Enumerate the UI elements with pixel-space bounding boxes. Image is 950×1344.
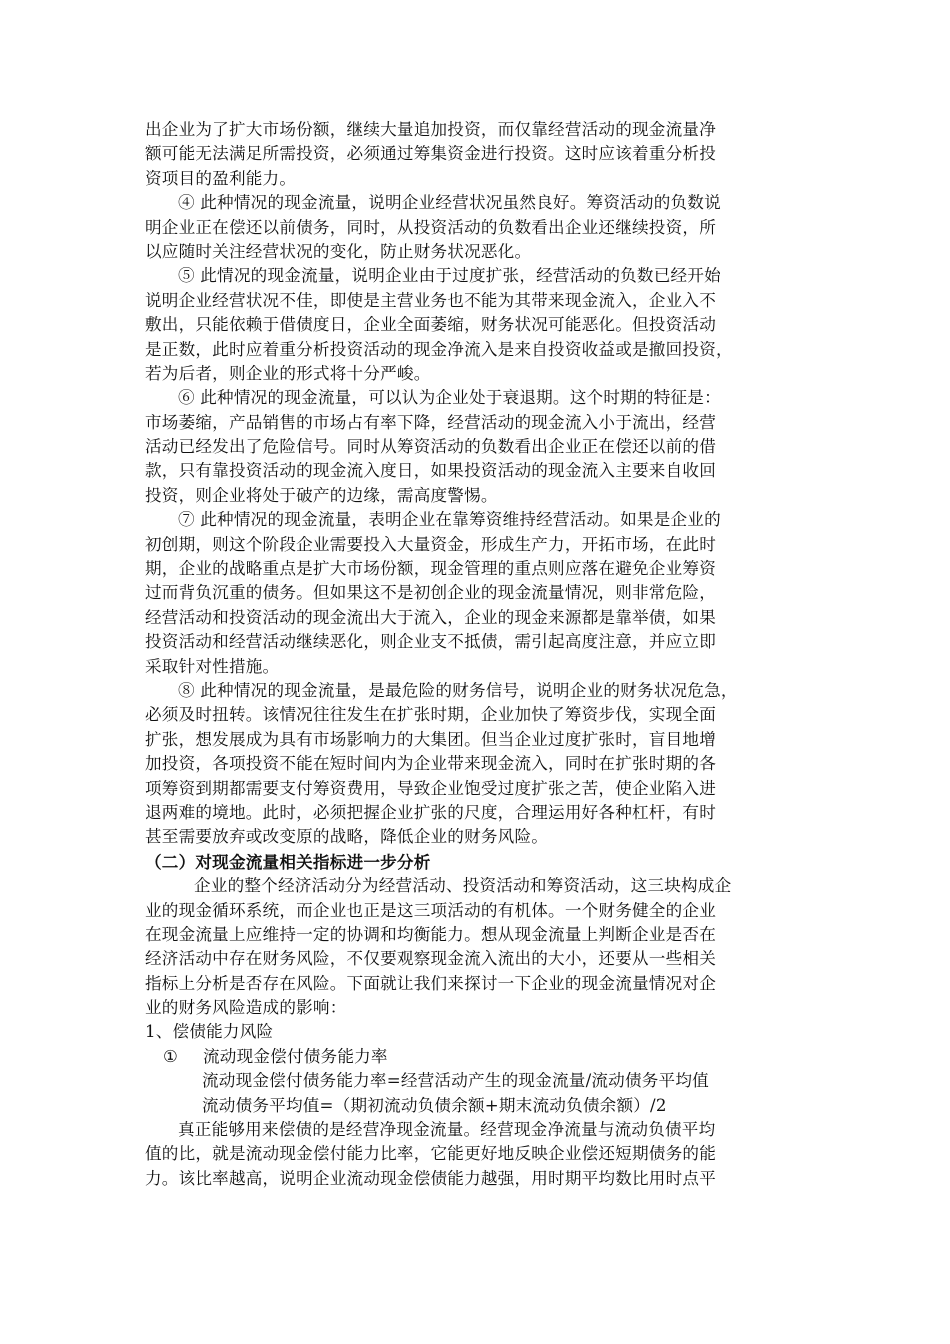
text-line: 投资，则企业将处于破产的边缘，需高度警惕。 (145, 485, 498, 505)
paragraph-case-4 (145, 191, 815, 264)
paragraph-case-8 (145, 679, 815, 850)
text-line: 经营活动和投资活动的现金流出大于流入，企业的现金来源都是靠举债，如果 (145, 607, 716, 627)
text-line: 扩张，想发展成为具有市场影响力的大集团。但当企业过度扩张时，盲目地增 (145, 729, 716, 749)
list-item (145, 1045, 815, 1069)
text-line: 加投资，各项投资不能在短时间内为企业带来现金流入，同时在扩张时期的各 (145, 754, 716, 774)
text-line: ⑥ 此种情况的现金流量，可以认为企业处于衰退期。这个时期的特征是： (178, 388, 721, 408)
text-line: 业的财务风险造成的影响： (145, 998, 347, 1018)
text-line: 在现金流量上应维持一定的协调和均衡能力。想从现金流量上判断企业是否在 (145, 924, 716, 944)
text-line: 市场萎缩，产品销售的市场占有率下降，经营活动的现金流入小于流出，经营 (145, 412, 716, 432)
text-line: 以应随时关注经营状况的变化，防止财务状况恶化。 (145, 241, 532, 261)
text-line: 指标上分析是否存在风险。下面就让我们来探讨一下企业的现金流量情况对企 (145, 973, 716, 993)
text-line: 活动已经发出了危险信号。同时从筹资活动的负数看出企业正在偿还以前的借 (145, 437, 716, 457)
subheading: 1、偿债能力风险 (145, 1022, 274, 1042)
text-line: ⑦ 此种情况的现金流量，表明企业在靠筹资维持经营活动。如果是企业的 (178, 510, 721, 530)
text-line: ⑧ 此种情况的现金流量，是最危险的财务信号，说明企业的财务状况危急， (178, 680, 738, 700)
text-line: 真正能够用来偿债的是经营净现金流量。经营现金净流量与流动负债平均 (178, 1120, 716, 1140)
text-line: 若为后者，则企业的形式将十分严峻。 (145, 363, 431, 383)
text-line: 出企业为了扩大市场份额，继续大量追加投资，而仅靠经营活动的现金流量净 (145, 120, 716, 139)
text-line: 是正数，此时应着重分析投资活动的现金净流入是来自投资收益或是撤回投资， (145, 339, 733, 359)
text-line: 甚至需要放弃或改变原的战略，降低企业的财务风险。 (145, 827, 549, 847)
text-line: 过而背负沉重的债务。但如果这不是初创企业的现金流量情况，则非常危险， (145, 583, 716, 603)
text-line: 采取针对性措施。 (145, 656, 280, 676)
formula-line: 流动债务平均值=（期初流动负债余额+期末流动负债余额）/2 (202, 1095, 667, 1115)
text-line: 投资活动和经营活动继续恶化，则企业支不抵债，需引起高度注意，并应立即 (145, 632, 716, 652)
text-line: 初创期，则这个阶段企业需要投入大量资金，形成生产力，开拓市场，在此时 (145, 534, 716, 554)
section-heading: （二）对现金流量相关指标进一步分析 (145, 851, 431, 872)
text-line: 款，只有靠投资活动的现金流入度日，如果投资活动的现金流入主要来自收回 (145, 461, 716, 481)
text-line: 业的现金循环系统，而企业也正是这三项活动的有机体。一个财务健全的企业 (145, 900, 716, 920)
text-line: 资项目的盈利能力。 (145, 168, 297, 188)
paragraph-case-5 (145, 264, 815, 386)
text-line: 项筹资到期都需要支付筹资费用，导致企业饱受过度扩张之苦，使企业陷入进 (145, 778, 716, 798)
formula-line: 流动现金偿付债务能力率=经营活动产生的现金流量/流动债务平均值 (202, 1071, 709, 1091)
text-line: 明企业正在偿还以前债务，同时，从投资活动的负数看出企业还继续投资，所 (145, 217, 716, 237)
list-label: 流动现金偿付债务能力率 (203, 1046, 388, 1066)
text-line: 期，企业的战略重点是扩大市场份额，现金管理的重点则应落在避免企业筹资 (145, 559, 716, 579)
paragraph-case-7 (145, 508, 815, 679)
list-marker: ① (163, 1046, 179, 1066)
text-line: ④ 此种情况的现金流量，说明企业经营状况虽然良好。筹资活动的负数说 (178, 193, 721, 213)
paragraph-final (145, 1118, 815, 1191)
text-line: 力。该比率越高，说明企业流动现金偿债能力越强，用时期平均数比用时点平 (145, 1168, 716, 1188)
document-page (145, 118, 815, 1191)
text-line: 敷出，只能依赖于借债度日，企业全面萎缩，财务状况可能恶化。但投资活动 (145, 315, 716, 335)
text-line: 值的比，就是流动现金偿付能力比率，它能更好地反映企业偿还短期债务的能 (145, 1144, 716, 1164)
text-line: 说明企业经营状况不佳，即使是主营业务也不能为其带来现金流入，企业入不 (145, 290, 716, 310)
paragraph-intro (145, 874, 815, 1020)
text-line: 必须及时扭转。该情况往往发生在扩张时期，企业加快了筹资步伐，实现全面 (145, 705, 716, 725)
paragraph-case-6 (145, 386, 815, 508)
text-line: 退两难的境地。此时，必须把握企业扩张的尺度，合理运用好各种杠杆，有时 (145, 802, 716, 822)
text-line: ⑤ 此情况的现金流量，说明企业由于过度扩张，经营活动的负数已经开始 (178, 266, 721, 286)
paragraph-continuation (145, 118, 815, 191)
text-line: 经济活动中存在财务风险，不仅要观察现金流入流出的大小，还要从一些相关 (145, 949, 716, 969)
text-line: 企业的整个经济活动分为经营活动、投资活动和筹资活动，这三块构成企 (194, 876, 732, 896)
text-line: 额可能无法满足所需投资，必须通过筹集资金进行投资。这时应该着重分析投 (145, 144, 716, 164)
